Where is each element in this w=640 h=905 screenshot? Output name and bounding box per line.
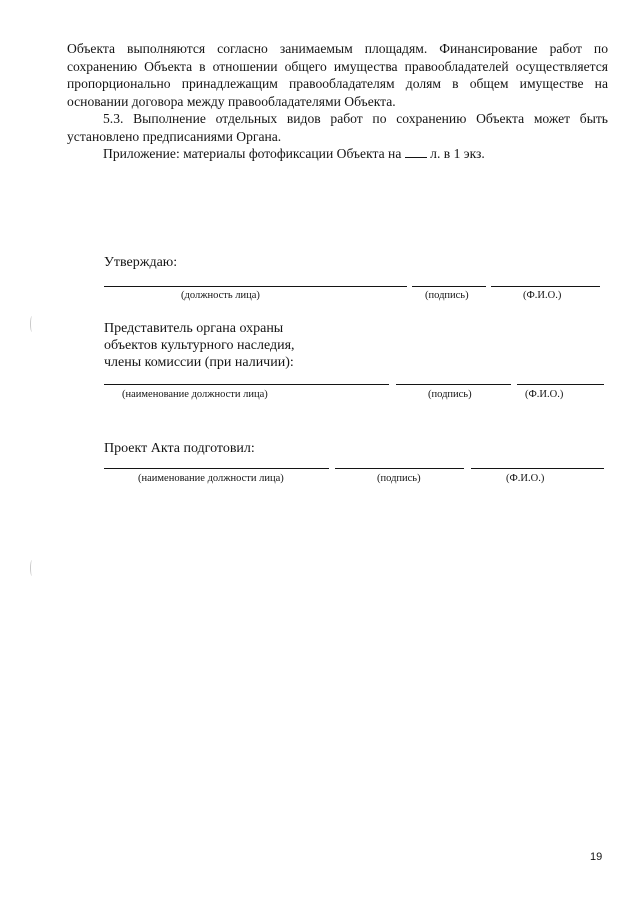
representative-signature-caption: (подпись) — [428, 389, 472, 400]
appendix-text: Приложение: материалы фотофиксации Объекта на — [103, 146, 402, 161]
approve-name-caption: (Ф.И.О.) — [523, 290, 562, 301]
appendix-suffix: л. в 1 экз. — [430, 146, 485, 161]
prepared-signature-caption: (подпись) — [377, 473, 421, 484]
approve-position-line — [104, 286, 407, 287]
approve-signature-caption: (подпись) — [425, 290, 469, 301]
body-text — [67, 40, 608, 163]
appendix-line — [67, 145, 608, 163]
representative-name-line — [517, 384, 604, 385]
prepared-signature-line — [335, 468, 464, 469]
representative-heading-line: объектов культурного наследия, — [104, 338, 295, 353]
approve-heading: Утверждаю: — [104, 255, 178, 270]
prepared-position-line — [104, 468, 329, 469]
paragraph-5-3: 5.3. Выполнение отдельных видов работ по сохранению Объекта может быть установлено предписаниями Органа. — [67, 111, 608, 144]
prepared-name-caption: (Ф.И.О.) — [506, 473, 545, 484]
prepared-position-caption: (наименование должности лица) — [138, 473, 284, 484]
approve-name-line — [491, 286, 600, 287]
representative-position-line — [104, 384, 389, 385]
approve-signature-line — [412, 286, 486, 287]
representative-name-caption: (Ф.И.О.) — [525, 389, 564, 400]
representative-heading-line: члены комиссии (при наличии): — [104, 355, 294, 370]
scan-artifact — [30, 316, 34, 332]
prepared-heading: Проект Акта подготовил: — [104, 441, 255, 456]
page-number: 19 — [590, 851, 603, 863]
prepared-name-line — [471, 468, 604, 469]
representative-position-caption: (наименование должности лица) — [122, 389, 268, 400]
representative-heading-line: Представитель органа охраны — [104, 321, 284, 336]
representative-heading — [104, 320, 295, 371]
scan-artifact — [30, 560, 34, 576]
representative-signature-line — [396, 384, 511, 385]
sheet-count-blank — [405, 145, 427, 158]
paragraph-financing: Объекта выполняются согласно занимаемым площадям. Финансирование работ по сохранению Объекта в отношении общего имущества правообладателей осуществляется пропорционально принадлежащим правообладателям долям в общем имуществе на основании договора между правообладателями Объекта. — [67, 41, 608, 109]
approve-position-caption: (должность лица) — [181, 290, 260, 301]
